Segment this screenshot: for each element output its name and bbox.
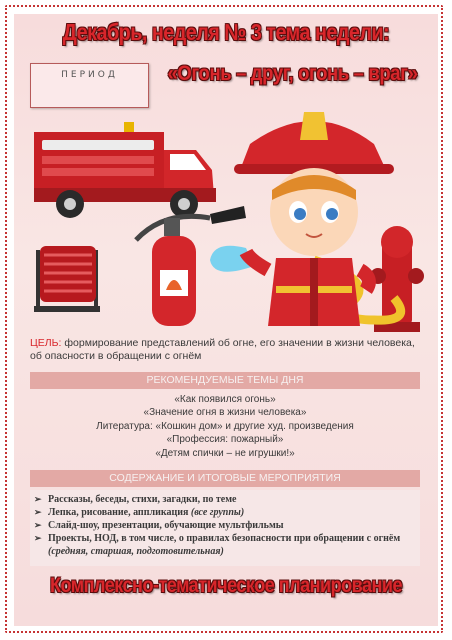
activity-text: Слайд-шоу, презентации, обучающие мультфильмы: [48, 520, 284, 531]
arrow-bullet-icon: ➢: [34, 533, 42, 543]
activity-item: [34, 519, 414, 532]
topic-item: «Как появился огонь»: [174, 394, 276, 405]
topic-item: Литература: «Кошкин дом» и другие худ. произведения: [96, 420, 354, 432]
activity-item: [34, 506, 414, 519]
activity-item: [34, 493, 414, 506]
topics-heading: РЕКОМЕНДУЕМЫЕ ТЕМЫ ДНЯ: [30, 372, 420, 389]
topic-item: «Детям спички – не игрушки!»: [155, 447, 295, 459]
firefighter-boy-icon: [234, 112, 394, 326]
goal-paragraph: [30, 337, 420, 363]
period-label: ПЕРИОД: [61, 70, 118, 80]
activity-item: [34, 532, 414, 558]
activities-heading: СОДЕРЖАНИЕ И ИТОГОВЫЕ МЕРОПРИЯТИЯ: [30, 470, 420, 487]
arrow-bullet-icon: ➢: [34, 494, 42, 504]
activity-text: Проекты, НОД, в том числе, о правилах безопасности при обращении с огнём: [48, 533, 401, 544]
topic-item: «Значение огня в жизни человека»: [143, 407, 307, 419]
poster-subtitle: «Огонь – друг, огонь – враг»: [167, 62, 418, 85]
hose-reel-icon: [34, 246, 100, 312]
arrow-bullet-icon: ➢: [34, 507, 42, 517]
poster-title: Декабрь, неделя № 3 тема недели:: [62, 19, 390, 45]
arrow-bullet-icon: ➢: [34, 520, 42, 530]
topic-item: «Профессия: пожарный»: [166, 434, 284, 446]
activity-note: (средняя, старшая, подготовительная): [48, 546, 224, 557]
goal-label: ЦЕЛЬ:: [30, 337, 62, 349]
goal-text: формирование представлений об огне, его значении в жизни человека, об опасности в обращении с огнём: [30, 337, 415, 362]
activities-list: [34, 493, 414, 558]
footer-title: Комплексно-тематическое планирование: [49, 574, 403, 597]
fire-truck-icon: [34, 122, 216, 218]
activity-text: Рассказы, беседы, стихи, загадки, по теме: [48, 494, 237, 505]
activity-note: (все группы): [190, 507, 245, 518]
activity-text: Лепка, рисование, аппликация: [48, 507, 189, 518]
firefighter-illustration: [14, 100, 438, 340]
topics-list: [30, 393, 420, 460]
